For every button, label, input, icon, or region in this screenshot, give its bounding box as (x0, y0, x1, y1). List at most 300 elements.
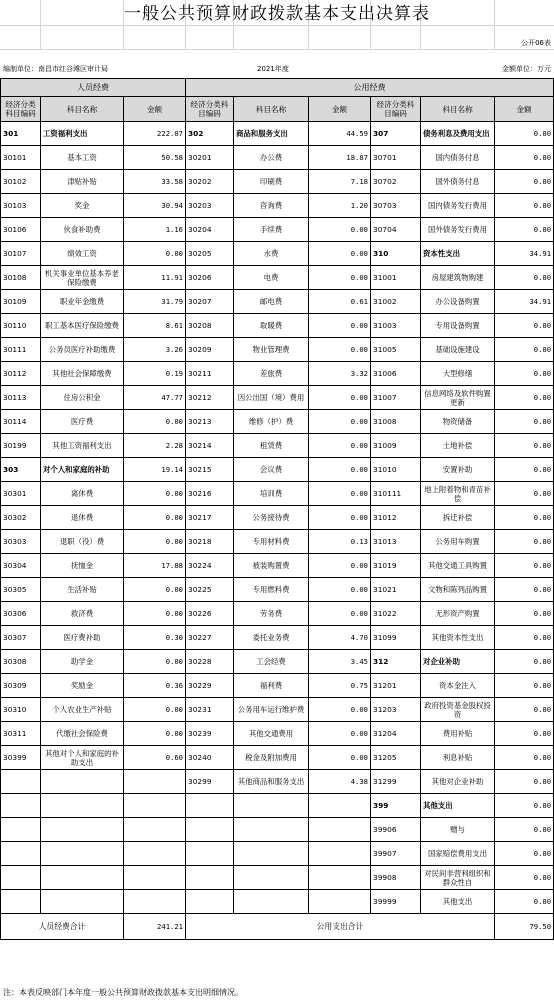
cell-code: 30227 (186, 626, 234, 650)
cell-amount: 0.00 (309, 314, 371, 338)
cell-code: 30207 (186, 290, 234, 314)
cell-code: 30302 (1, 506, 41, 530)
cell-code: 30304 (1, 554, 41, 578)
table-row (1, 698, 554, 722)
cell-code: 30204 (186, 218, 234, 242)
cell-item-name: 机关事业单位基本养老保险缴费 (41, 266, 124, 290)
reporting-unit: 编制单位：南昌市红谷滩区审计局 (3, 65, 108, 73)
public-total-amount: 79.50 (495, 914, 554, 940)
cell-amount: 18.87 (309, 146, 371, 170)
cell-item-name: 其他商品和服务支出 (234, 770, 309, 794)
table-row (1, 482, 554, 506)
cell-amount: 0.00 (495, 794, 554, 818)
cell-code (186, 866, 234, 890)
group-header-row (1, 79, 554, 97)
cell-code: 30399 (1, 746, 41, 770)
cell-amount (124, 890, 186, 914)
cell-amount: 0.00 (309, 722, 371, 746)
cell-item-name: 文物和陈列品购置 (421, 578, 495, 602)
cell-code: 31013 (371, 530, 421, 554)
cell-item-name: 大型修缮 (421, 362, 495, 386)
cell-item-name: 其他社会保障缴费 (41, 362, 124, 386)
table-row (1, 770, 554, 794)
cell-code: 30303 (1, 530, 41, 554)
cell-amount: 0.00 (495, 170, 554, 194)
personnel-total-amount: 241.21 (124, 914, 186, 940)
col-header-name: 科目名称 (421, 97, 495, 122)
cell-amount: 34.91 (495, 290, 554, 314)
table-row (1, 866, 554, 890)
table-row (1, 458, 554, 482)
cell-amount: 7.18 (309, 170, 371, 194)
cell-item-name (234, 794, 309, 818)
cell-code: 30218 (186, 530, 234, 554)
cell-code: 30308 (1, 650, 41, 674)
cell-item-name: 救济费 (41, 602, 124, 626)
table-row (1, 434, 554, 458)
col-header-amount: 金额 (309, 97, 371, 122)
cell-code: 39906 (371, 818, 421, 842)
cell-code: 307 (371, 122, 421, 146)
cell-code: 31204 (371, 722, 421, 746)
cell-item-name: 政府投资基金股权投资 (421, 698, 495, 722)
table-row (1, 842, 554, 866)
table-row (1, 218, 554, 242)
cell-item-name: 专用设备购置 (421, 314, 495, 338)
cell-code: 30228 (186, 650, 234, 674)
cell-code: 30113 (1, 386, 41, 410)
cell-code: 39999 (371, 890, 421, 914)
cell-amount: 0.00 (495, 218, 554, 242)
cell-code: 30701 (371, 146, 421, 170)
cell-item-name: 其他交通工具购置 (421, 554, 495, 578)
cell-code: 303 (1, 458, 41, 482)
cell-item-name: 助学金 (41, 650, 124, 674)
cell-amount: 0.00 (124, 410, 186, 434)
col-header-name: 科目名称 (41, 97, 124, 122)
cell-code: 31002 (371, 290, 421, 314)
cell-item-name: 基础设施建设 (421, 338, 495, 362)
cell-amount: 33.58 (124, 170, 186, 194)
cell-item-name: 取暖费 (234, 314, 309, 338)
cell-code: 30231 (186, 698, 234, 722)
cell-item-name: 抚恤金 (41, 554, 124, 578)
cell-code: 30106 (1, 218, 41, 242)
cell-code: 30225 (186, 578, 234, 602)
cell-amount: 0.61 (309, 290, 371, 314)
public-total-label: 公用支出合计 (186, 914, 495, 940)
cell-item-name: 个人农业生产补贴 (41, 698, 124, 722)
cell-code: 30108 (1, 266, 41, 290)
cell-amount: 0.60 (124, 746, 186, 770)
cell-amount: 0.00 (495, 866, 554, 890)
cell-amount (124, 770, 186, 794)
cell-amount: 222.07 (124, 122, 186, 146)
cell-amount: 0.00 (309, 578, 371, 602)
cell-code: 39908 (371, 866, 421, 890)
cell-amount: 0.00 (495, 746, 554, 770)
cell-amount: 0.00 (495, 554, 554, 578)
cell-item-name (41, 818, 124, 842)
cell-code: 31009 (371, 434, 421, 458)
cell-item-name: 土地补偿 (421, 434, 495, 458)
cell-item-name: 生活补贴 (41, 578, 124, 602)
cell-amount: 0.00 (495, 458, 554, 482)
cell-item-name: 办公设备购置 (421, 290, 495, 314)
cell-code: 30240 (186, 746, 234, 770)
cell-item-name: 其他支出 (421, 890, 495, 914)
cell-item-name: 工资福利支出 (41, 122, 124, 146)
cell-item-name: 手续费 (234, 218, 309, 242)
cell-code (186, 794, 234, 818)
cell-item-name: 债务利息及费用支出 (421, 122, 495, 146)
cell-item-name: 邮电费 (234, 290, 309, 314)
footnote: 注：本表反映部门本年度一般公共预算财政拨款基本支出明细情况。 (3, 988, 243, 997)
cell-code: 30309 (1, 674, 41, 698)
cell-code: 301 (1, 122, 41, 146)
cell-code: 302 (186, 122, 234, 146)
cell-item-name: 绩效工资 (41, 242, 124, 266)
cell-item-name: 资本金注入 (421, 674, 495, 698)
cell-amount: 0.00 (124, 602, 186, 626)
cell-amount: 0.00 (495, 650, 554, 674)
cell-code: 30211 (186, 362, 234, 386)
cell-item-name: 对企业补助 (421, 650, 495, 674)
cell-amount: 0.00 (124, 506, 186, 530)
money-unit: 金额单位：万元 (502, 65, 551, 73)
table-row (1, 314, 554, 338)
cell-code: 30299 (186, 770, 234, 794)
cell-amount: 1.20 (309, 194, 371, 218)
cell-code: 30110 (1, 314, 41, 338)
cell-amount: 50.58 (124, 146, 186, 170)
cell-item-name: 赠与 (421, 818, 495, 842)
cell-item-name: 咨询费 (234, 194, 309, 218)
cell-item-name: 职业年金缴费 (41, 290, 124, 314)
personnel-total-label: 人员经费合计 (1, 914, 124, 940)
cell-item-name: 福利费 (234, 674, 309, 698)
cell-code: 30702 (371, 170, 421, 194)
table-row (1, 194, 554, 218)
cell-amount: 19.14 (124, 458, 186, 482)
cell-code: 31006 (371, 362, 421, 386)
cell-amount: 0.00 (309, 458, 371, 482)
table-row (1, 578, 554, 602)
col-header-code: 经济分类科目编码 (1, 97, 41, 122)
cell-amount (309, 890, 371, 914)
cell-code: 30202 (186, 170, 234, 194)
cell-amount: 0.00 (495, 506, 554, 530)
cell-code: 30208 (186, 314, 234, 338)
cell-code: 30212 (186, 386, 234, 410)
cell-amount: 0.00 (309, 218, 371, 242)
cell-code (186, 818, 234, 842)
cell-code (1, 770, 41, 794)
page-title: 一般公共预算财政拨款基本支出决算表 (124, 4, 430, 24)
cell-amount: 0.00 (309, 698, 371, 722)
cell-item-name (41, 890, 124, 914)
cell-code: 30310 (1, 698, 41, 722)
cell-item-name: 离休费 (41, 482, 124, 506)
cell-amount: 0.00 (495, 674, 554, 698)
table-row (1, 146, 554, 170)
cell-amount: 0.00 (495, 338, 554, 362)
cell-code: 31005 (371, 338, 421, 362)
cell-item-name: 代缴社会保险费 (41, 722, 124, 746)
cell-code: 30214 (186, 434, 234, 458)
cell-code: 30306 (1, 602, 41, 626)
cell-amount: 0.00 (495, 386, 554, 410)
cell-amount: 0.00 (124, 530, 186, 554)
cell-code: 30224 (186, 554, 234, 578)
cell-code: 30206 (186, 266, 234, 290)
table-row (1, 290, 554, 314)
cell-amount: 0.00 (309, 410, 371, 434)
col-header-amount: 金额 (495, 97, 554, 122)
cell-code: 30114 (1, 410, 41, 434)
cell-code: 30102 (1, 170, 41, 194)
cell-code (1, 842, 41, 866)
cell-code: 31203 (371, 698, 421, 722)
cell-code: 30112 (1, 362, 41, 386)
cell-amount: 4.38 (309, 770, 371, 794)
cell-item-name: 国家赔偿费用支出 (421, 842, 495, 866)
cell-item-name (41, 842, 124, 866)
cell-amount (309, 842, 371, 866)
cell-code: 31007 (371, 386, 421, 410)
cell-item-name: 其他对企业补助 (421, 770, 495, 794)
cell-code: 30209 (186, 338, 234, 362)
cell-item-name: 奖金 (41, 194, 124, 218)
cell-amount: 0.30 (124, 626, 186, 650)
totals-row (1, 914, 554, 940)
cell-code: 30217 (186, 506, 234, 530)
table-row (1, 362, 554, 386)
cell-amount: 0.00 (309, 482, 371, 506)
cell-item-name: 商品和服务支出 (234, 122, 309, 146)
cell-item-name: 因公出国（境）费用 (234, 386, 309, 410)
cell-item-name: 国内债务发行费用 (421, 194, 495, 218)
cell-code (1, 818, 41, 842)
cell-amount: 0.00 (495, 626, 554, 650)
cell-amount (309, 866, 371, 890)
cell-code: 30109 (1, 290, 41, 314)
cell-item-name: 专用燃料费 (234, 578, 309, 602)
cell-code: 39907 (371, 842, 421, 866)
cell-code: 30216 (186, 482, 234, 506)
cell-code: 30301 (1, 482, 41, 506)
table-row (1, 530, 554, 554)
cell-code: 30103 (1, 194, 41, 218)
cell-amount: 31.79 (124, 290, 186, 314)
table-row (1, 746, 554, 770)
cell-item-name: 培训费 (234, 482, 309, 506)
cell-item-name: 公务员医疗补助缴费 (41, 338, 124, 362)
gridline (0, 49, 554, 50)
cell-item-name: 委托业务费 (234, 626, 309, 650)
cell-item-name: 税金及附加费用 (234, 746, 309, 770)
cell-item-name: 对个人和家庭的补助 (41, 458, 124, 482)
cell-amount: 0.19 (124, 362, 186, 386)
cell-item-name: 对民间非营利组织和群众性自 (421, 866, 495, 890)
cell-amount: 3.32 (309, 362, 371, 386)
cell-item-name: 国内债务付息 (421, 146, 495, 170)
col-header-code: 经济分类科目编码 (371, 97, 421, 122)
report-year: 2021年度 (257, 65, 289, 73)
table-row (1, 818, 554, 842)
cell-amount: 0.00 (495, 530, 554, 554)
cell-amount (309, 818, 371, 842)
cell-amount: 4.70 (309, 626, 371, 650)
cell-item-name (41, 866, 124, 890)
cell-amount: 0.13 (309, 530, 371, 554)
cell-code: 30111 (1, 338, 41, 362)
cell-item-name: 被装购置费 (234, 554, 309, 578)
cell-code: 31001 (371, 266, 421, 290)
cell-amount: 2.28 (124, 434, 186, 458)
cell-item-name: 物资储备 (421, 410, 495, 434)
cell-amount: 0.00 (495, 722, 554, 746)
cell-code: 399 (371, 794, 421, 818)
cell-code: 31022 (371, 602, 421, 626)
table-row (1, 338, 554, 362)
cell-amount: 0.75 (309, 674, 371, 698)
cell-amount (124, 794, 186, 818)
cell-amount: 0.00 (495, 602, 554, 626)
cell-item-name: 地上附着物和青苗补偿 (421, 482, 495, 506)
cell-amount: 0.00 (495, 194, 554, 218)
table-row (1, 122, 554, 146)
column-header-row (1, 97, 554, 122)
cell-item-name: 医疗费补助 (41, 626, 124, 650)
table-row (1, 266, 554, 290)
col-header-name: 科目名称 (234, 97, 309, 122)
expenditure-table (0, 78, 554, 940)
cell-item-name: 退职（役）费 (41, 530, 124, 554)
cell-code: 31012 (371, 506, 421, 530)
cell-item-name: 差旅费 (234, 362, 309, 386)
cell-amount: 0.00 (309, 338, 371, 362)
cell-code: 31021 (371, 578, 421, 602)
cell-item-name: 维修（护）费 (234, 410, 309, 434)
cell-item-name: 费用补贴 (421, 722, 495, 746)
cell-item-name: 资本性支出 (421, 242, 495, 266)
cell-code: 30213 (186, 410, 234, 434)
table-row (1, 650, 554, 674)
cell-amount: 0.00 (309, 434, 371, 458)
cell-code: 312 (371, 650, 421, 674)
cell-amount: 47.77 (124, 386, 186, 410)
table-row (1, 674, 554, 698)
cell-code (186, 890, 234, 914)
cell-item-name: 印刷费 (234, 170, 309, 194)
cell-amount: 0.00 (309, 266, 371, 290)
cell-code: 30205 (186, 242, 234, 266)
cell-amount: 0.00 (309, 506, 371, 530)
cell-amount: 0.00 (124, 722, 186, 746)
cell-item-name (234, 842, 309, 866)
cell-amount: 0.00 (124, 650, 186, 674)
table-row (1, 242, 554, 266)
cell-item-name: 津贴补贴 (41, 170, 124, 194)
cell-amount: 0.00 (124, 578, 186, 602)
cell-amount: 0.00 (309, 242, 371, 266)
public-group-header: 公用经费 (186, 79, 554, 97)
cell-amount (309, 794, 371, 818)
cell-code: 31003 (371, 314, 421, 338)
cell-amount: 34.91 (495, 242, 554, 266)
cell-code: 310 (371, 242, 421, 266)
table-row (1, 554, 554, 578)
cell-code: 30199 (1, 434, 41, 458)
cell-code: 31201 (371, 674, 421, 698)
cell-item-name: 其他工资福利支出 (41, 434, 124, 458)
cell-code: 30226 (186, 602, 234, 626)
cell-item-name: 办公费 (234, 146, 309, 170)
cell-code: 30229 (186, 674, 234, 698)
cell-amount: 0.00 (495, 314, 554, 338)
cell-item-name: 专用材料费 (234, 530, 309, 554)
personnel-group-header: 人员经费 (1, 79, 186, 97)
cell-code: 30307 (1, 626, 41, 650)
cell-item-name: 水费 (234, 242, 309, 266)
cell-amount: 0.00 (309, 602, 371, 626)
cell-item-name: 其他支出 (421, 794, 495, 818)
table-row (1, 602, 554, 626)
cell-item-name: 国外债务发行费用 (421, 218, 495, 242)
cell-amount: 0.00 (495, 482, 554, 506)
cell-code (1, 794, 41, 818)
form-number: 公开06表 (521, 39, 551, 47)
cell-code: 310111 (371, 482, 421, 506)
cell-amount: 0.00 (495, 362, 554, 386)
cell-item-name: 职工基本医疗保险缴费 (41, 314, 124, 338)
cell-item-name (41, 794, 124, 818)
cell-amount: 44.59 (309, 122, 371, 146)
cell-code: 31010 (371, 458, 421, 482)
cell-amount: 3.45 (309, 650, 371, 674)
table-row (1, 722, 554, 746)
cell-amount: 0.36 (124, 674, 186, 698)
cell-code: 30704 (371, 218, 421, 242)
table-row (1, 890, 554, 914)
cell-code: 30311 (1, 722, 41, 746)
cell-amount: 0.00 (495, 818, 554, 842)
cell-item-name: 医疗费 (41, 410, 124, 434)
table-row (1, 170, 554, 194)
cell-item-name: 安置补助 (421, 458, 495, 482)
cell-amount: 0.00 (309, 746, 371, 770)
cell-code: 31299 (371, 770, 421, 794)
cell-code (186, 842, 234, 866)
cell-code: 30107 (1, 242, 41, 266)
cell-item-name: 公务接待费 (234, 506, 309, 530)
cell-item-name: 奖励金 (41, 674, 124, 698)
cell-item-name: 基本工资 (41, 146, 124, 170)
cell-item-name (234, 866, 309, 890)
cell-amount: 3.26 (124, 338, 186, 362)
table-row (1, 386, 554, 410)
table-row (1, 410, 554, 434)
cell-item-name: 公务用车购置 (421, 530, 495, 554)
cell-amount: 0.00 (309, 554, 371, 578)
cell-code (1, 866, 41, 890)
cell-item-name: 无形资产购置 (421, 602, 495, 626)
col-header-amount: 金额 (124, 97, 186, 122)
cell-item-name: 利息补贴 (421, 746, 495, 770)
cell-item-name: 国外债务付息 (421, 170, 495, 194)
cell-code (1, 890, 41, 914)
